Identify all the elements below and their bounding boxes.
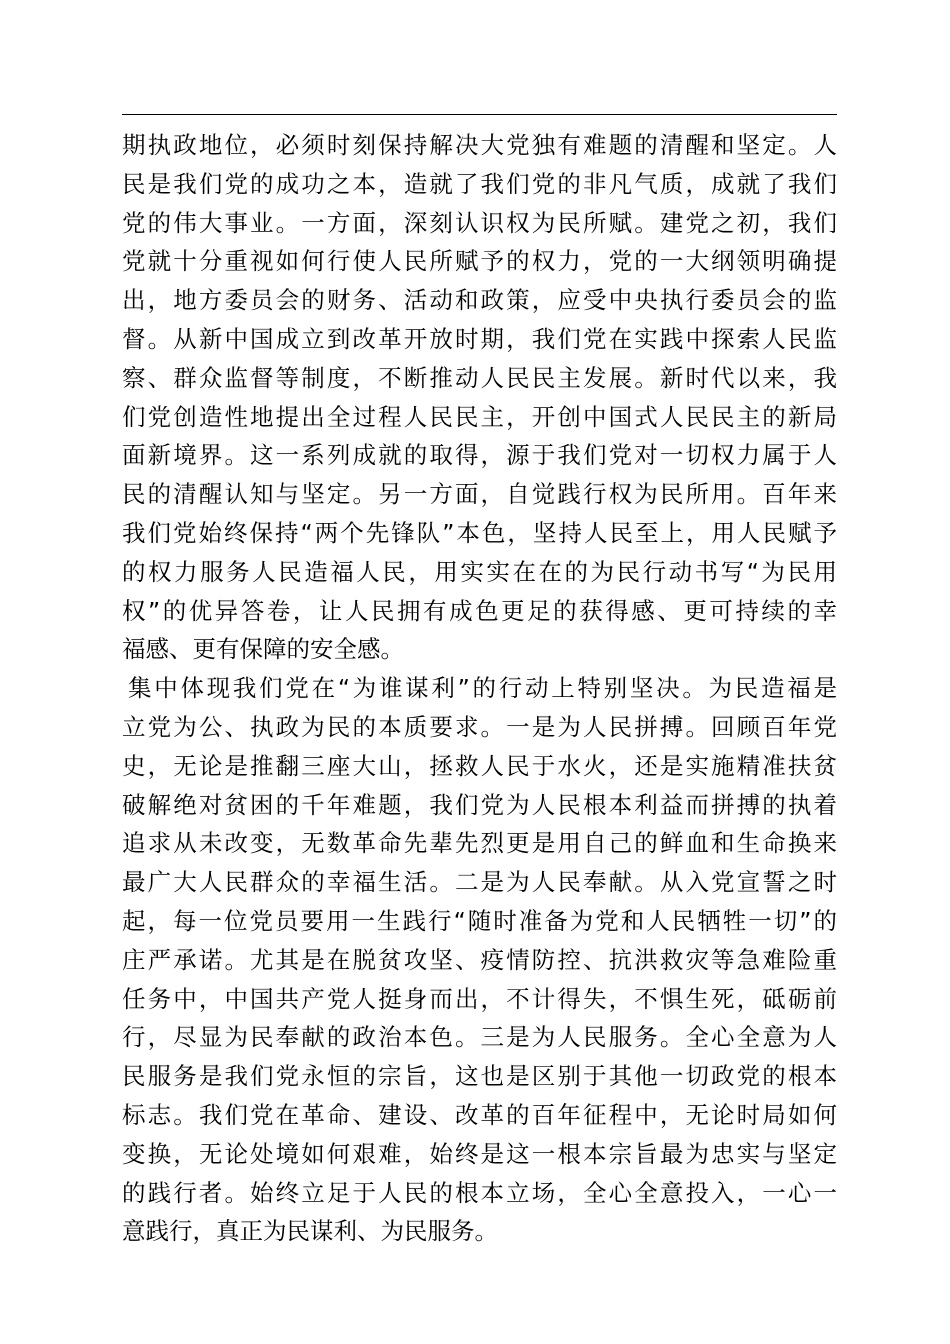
text-line: 的践行者。始终立足于人民的根本立场，全心全意投入，一心一 bbox=[122, 1178, 837, 1207]
text-line: 我们党始终保持“两个先锋队”本色，坚持人民至上，用人民赋予 bbox=[122, 518, 837, 547]
text-line: 追求从未改变，无数革命先辈先烈更是用自己的鲜血和生命换来 bbox=[122, 829, 837, 858]
text-line: 督。从新中国成立到改革开放时期，我们党在实践中探索人民监 bbox=[122, 324, 837, 353]
text-line: 福感、更有保障的安全感。 bbox=[122, 635, 404, 664]
text-line: 民是我们党的成功之本，造就了我们党的非凡气质，成就了我们 bbox=[122, 169, 837, 198]
text-line: 察、群众监督等制度，不断推动人民民主发展。新时代以来，我 bbox=[122, 363, 837, 392]
text-line: 党就十分重视如何行使人民所赋予的权力，党的一大纲领明确提 bbox=[122, 247, 837, 276]
paragraph-2 bbox=[122, 669, 837, 1251]
text-line: 任务中，中国共产党人挺身而出，不计得失，不惧生死，砥砺前 bbox=[122, 984, 837, 1013]
text-line: 行，尽显为民奉献的政治本色。三是为人民服务。全心全意为人 bbox=[122, 1023, 837, 1052]
text-line: 标志。我们党在革命、建设、改革的百年征程中，无论时局如何 bbox=[122, 1100, 837, 1129]
text-line: 变换，无论处境如何艰难，始终是这一根本宗旨最为忠实与坚定 bbox=[122, 1139, 837, 1168]
text-line: 的权力服务人民造福人民，用实实在在的为民行动书写“为民用 bbox=[122, 557, 837, 586]
text-line: 民服务是我们党永恒的宗旨，这也是区别于其他一切政党的根本 bbox=[122, 1062, 837, 1091]
text-line: 立党为公、执政为民的本质要求。一是为人民拼搏。回顾百年党 bbox=[122, 712, 837, 741]
text-line: 起，每一位党员要用一生践行“随时准备为党和人民牺牲一切”的 bbox=[122, 906, 837, 935]
text-line: 庄严承诺。尤其是在脱贫攻坚、疫情防控、抗洪救灾等急难险重 bbox=[122, 945, 837, 974]
text-line: 集中体现我们党在“为谁谋利”的行动上特别坚决。为民造福是 bbox=[128, 674, 837, 703]
text-line: 期执政地位，必须时刻保持解决大党独有难题的清醒和坚定。人 bbox=[122, 131, 837, 159]
paragraph-1 bbox=[122, 126, 837, 669]
text-line: 史，无论是推翻三座大山，拯救人民于水火，还是实施精准扶贫 bbox=[122, 751, 837, 780]
header-rule bbox=[122, 114, 837, 115]
text-line: 意践行，真正为民谋利、为民服务。 bbox=[122, 1217, 498, 1246]
body-text bbox=[122, 126, 837, 1251]
text-line: 们党创造性地提出全过程人民民主，开创中国式人民民主的新局 bbox=[122, 402, 837, 431]
text-line: 破解绝对贫困的千年难题，我们党为人民根本利益而拼搏的执着 bbox=[122, 790, 837, 819]
text-line: 最广大人民群众的幸福生活。二是为人民奉献。从入党宣誓之时 bbox=[122, 868, 837, 897]
text-line: 党的伟大事业。一方面，深刻认识权为民所赋。建党之初，我们 bbox=[122, 208, 837, 237]
text-line: 权”的优异答卷，让人民拥有成色更足的获得感、更可持续的幸 bbox=[122, 596, 837, 625]
text-line: 民的清醒认知与坚定。另一方面，自觉践行权为民所用。百年来 bbox=[122, 480, 837, 509]
text-line: 出，地方委员会的财务、活动和政策，应受中央执行委员会的监 bbox=[122, 286, 837, 315]
text-line: 面新境界。这一系列成就的取得，源于我们党对一切权力属于人 bbox=[122, 441, 837, 470]
